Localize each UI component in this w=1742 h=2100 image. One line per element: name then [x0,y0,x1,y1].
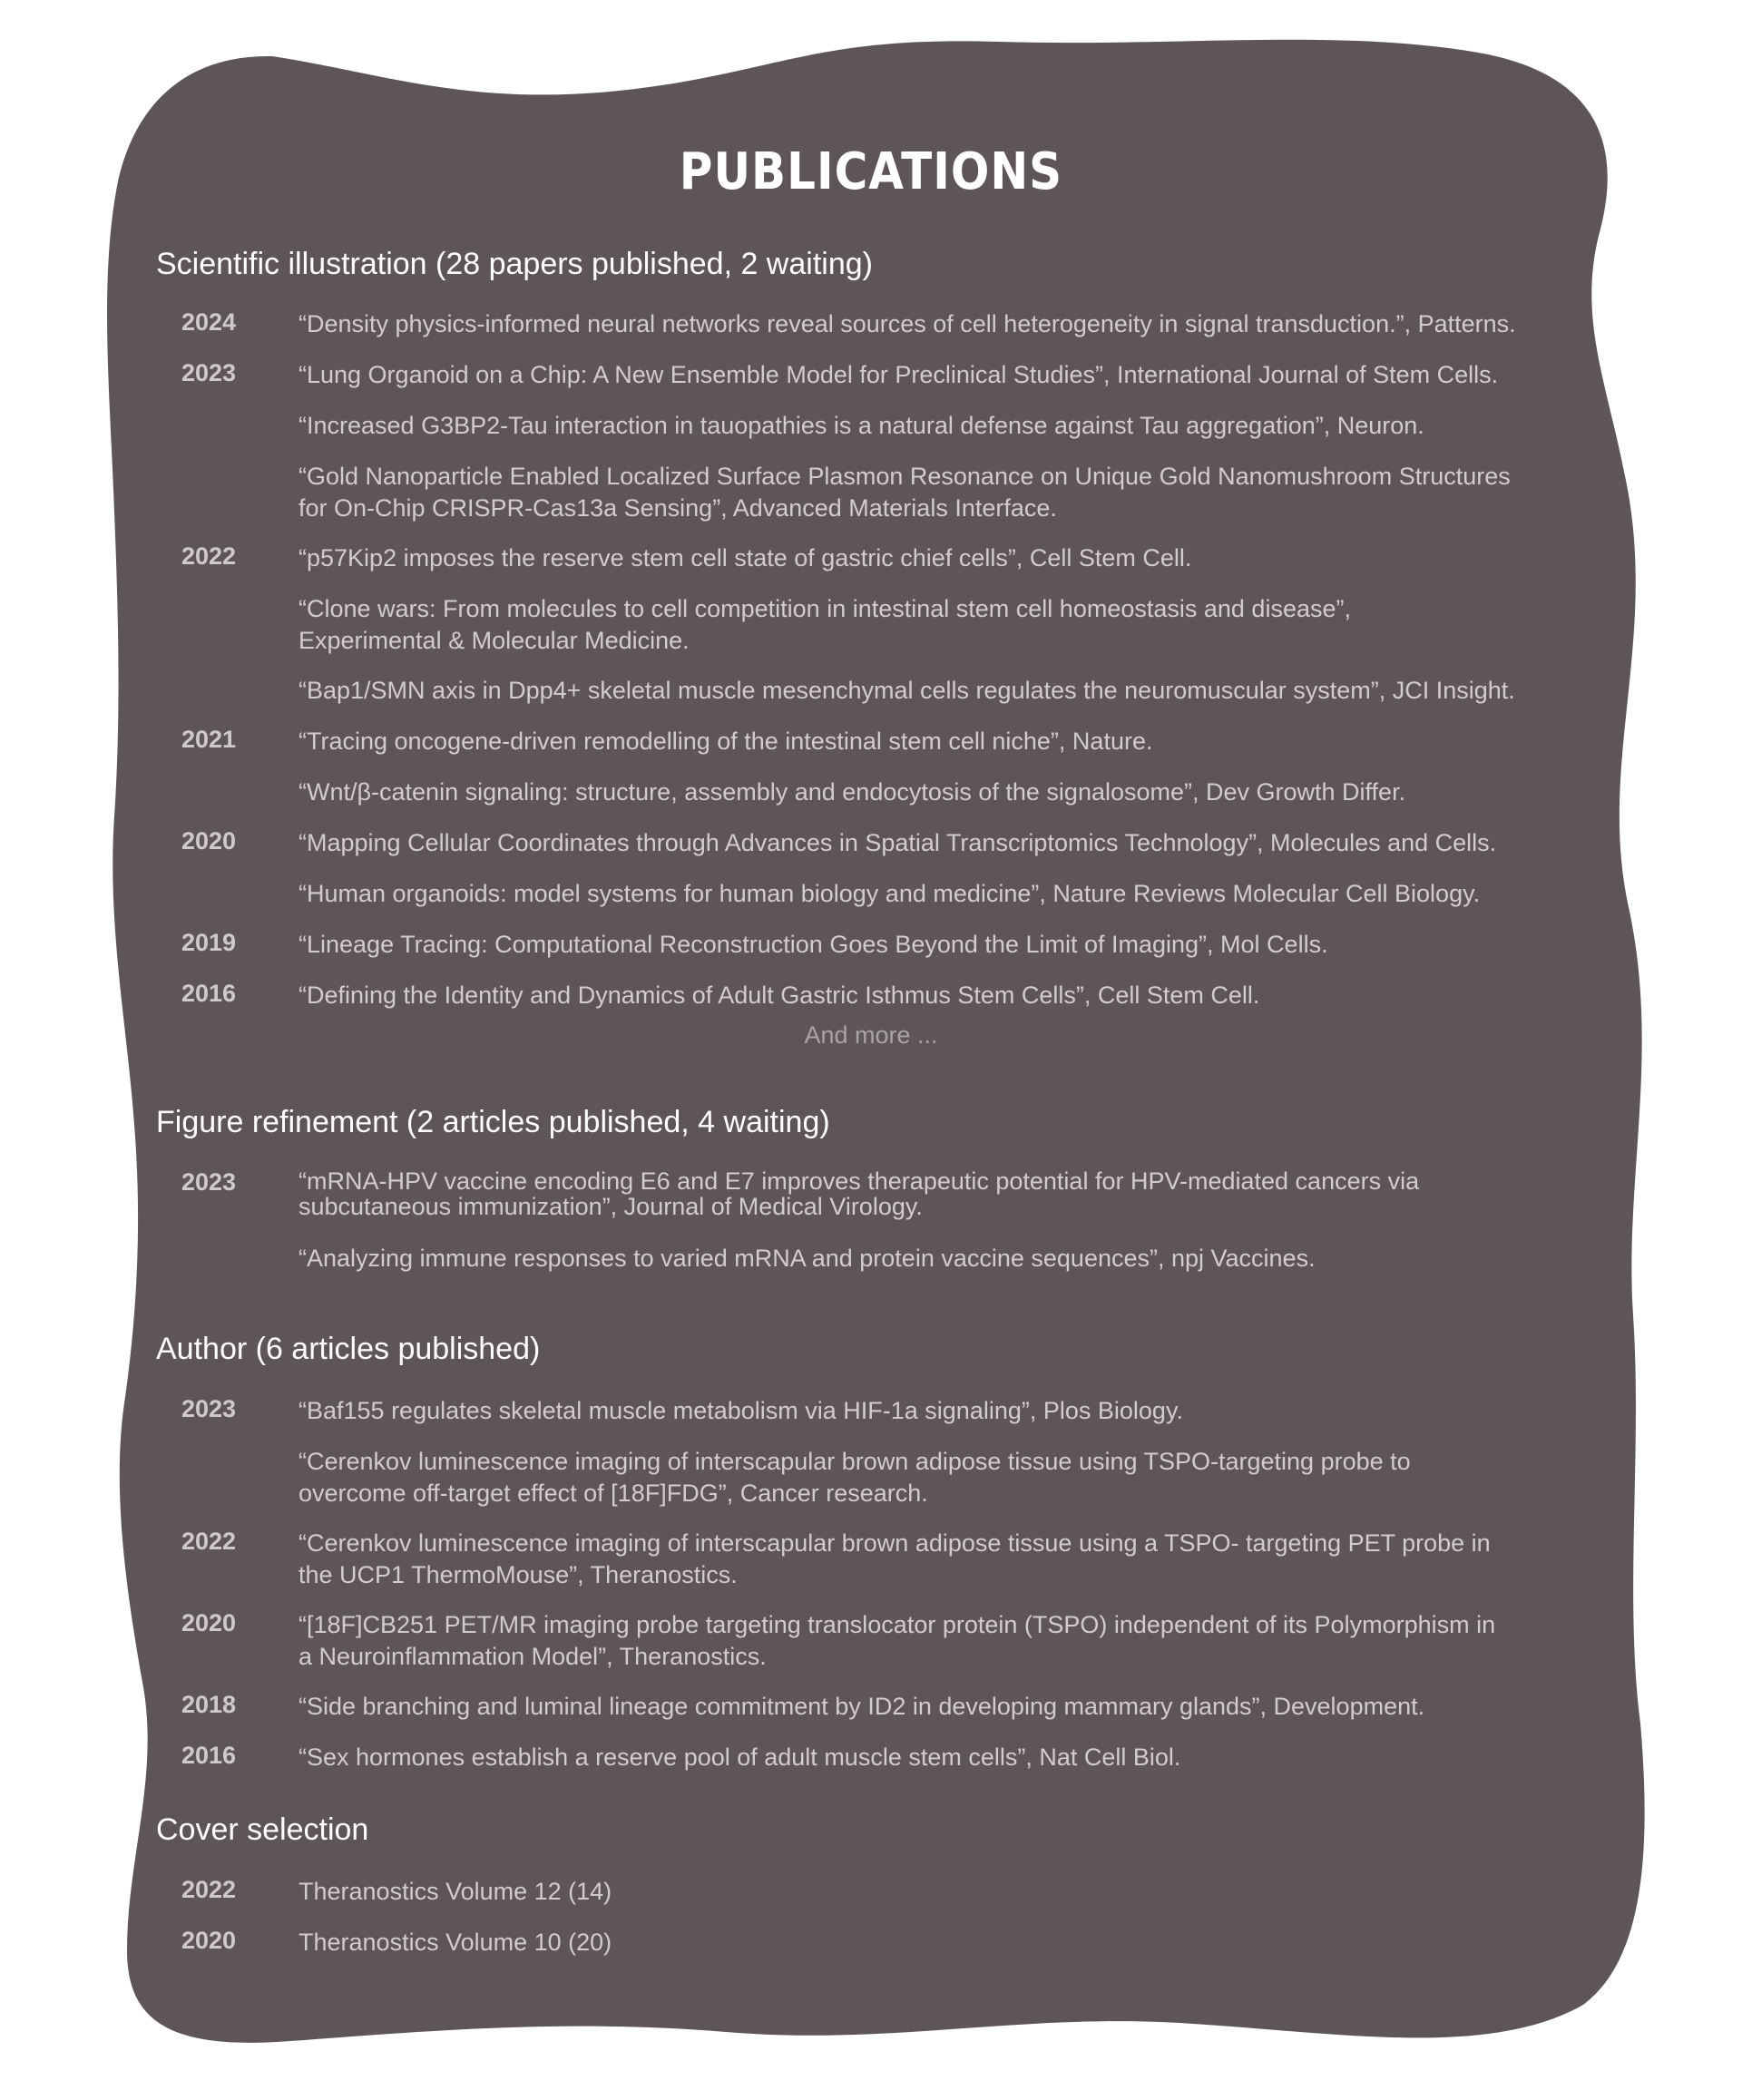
entry-year: 2016 [181,1742,237,1769]
entry-year: 2022 [181,542,237,570]
entry-year: 2020 [181,1927,237,1954]
entry-text: “Baf155 regulates skeletal muscle metabolism via HIF-1a signaling”, Plos Biology. [298,1397,1183,1424]
page-title: PUBLICATIONS [679,142,1063,201]
section-heading-covers: Cover selection [156,1812,369,1847]
entry-year: 2018 [181,1691,237,1718]
entry-text: “Cerenkov luminescence imaging of interscapular brown adipose tissue using TSPO-targeting probe to overcome off-target effect of [18F]FDG”, Cancer research. [298,1448,1411,1507]
entry-text: “Wnt/β-catenin signaling: structure, assembly and endocytosis of the signalosome”, Dev Growth Differ. [298,778,1406,806]
entry-text: “mRNA-HPV vaccine encoding E6 and E7 improves therapeutic potential for HPV-mediated cancers via subcutaneous immunization”, Journal of Medical Virology. [298,1167,1420,1220]
entry-year: 2021 [181,726,237,753]
entry-text: “Side branching and luminal lineage commitment by ID2 in developing mammary glands”, Development. [298,1693,1425,1720]
entry-text: “Gold Nanoparticle Enabled Localized Surface Plasmon Resonance on Unique Gold Nanomushroom Structures for On-Chip CRISPR-Cas13a Sensing”, Advanced Materials Interface. [298,463,1511,522]
entry-year: 2023 [181,359,237,386]
entry-year: 2023 [181,1168,237,1196]
entry-text: “Cerenkov luminescence imaging of interscapular brown adipose tissue using a TSPO- targeting PET probe in the UCP1 ThermoMouse”, Theranostics. [298,1529,1491,1588]
entry-text: “p57Kip2 imposes the reserve stem cell state of gastric chief cells”, Cell Stem Cell. [298,544,1192,571]
entry-text: “Lung Organoid on a Chip: A New Ensemble Model for Preclinical Studies”, International Journal of Stem Cells. [298,361,1499,388]
entry-year: 2024 [181,308,237,336]
section-heading-author: Author (6 articles published) [156,1332,541,1366]
entry-year: 2016 [181,980,237,1007]
entry-text: “Lineage Tracing: Computational Reconstruction Goes Beyond the Limit of Imaging”, Mol Cells. [298,931,1328,958]
entry-text: “Bap1/SMN axis in Dpp4+ skeletal muscle mesenchymal cells regulates the neuromuscular system”, JCI Insight. [298,677,1515,704]
entry-year: 2019 [181,929,237,956]
entry-year: 2022 [181,1528,237,1555]
entry-text: Theranostics Volume 12 (14) [298,1878,612,1905]
entry-text: “Density physics-informed neural networks reveal sources of cell heterogeneity in signal transduction.”, Patterns. [298,310,1516,337]
section-heading-illustration: Scientific illustration (28 papers published, 2 waiting) [156,247,873,281]
entry-text: “Defining the Identity and Dynamics of Adult Gastric Isthmus Stem Cells”, Cell Stem Cell. [298,982,1260,1009]
entry-text: “Analyzing immune responses to varied mRNA and protein vaccine sequences”, npj Vaccines. [298,1245,1316,1272]
entry-text: “Human organoids: model systems for human biology and medicine”, Nature Reviews Molecular Cell Biology. [298,880,1481,907]
entry-text: “Tracing oncogene-driven remodelling of the intestinal stem cell niche”, Nature. [298,728,1153,755]
entry-text: “[18F]CB251 PET/MR imaging probe targeting translocator protein (TSPO) independent of its Polymorphism in a Neuroinflammation Model”, Theranostics. [298,1611,1496,1670]
entry-text: Theranostics Volume 10 (20) [298,1929,612,1956]
entry-year: 2023 [181,1395,237,1422]
and-more-label: And more ... [804,1021,938,1049]
entry-text: “Clone wars: From molecules to cell competition in intestinal stem cell homeostasis and disease”, Experimental & Molecular Medicine. [298,595,1351,654]
section-heading-refinement: Figure refinement (2 articles published, 4 waiting) [156,1105,830,1139]
entry-text: “Increased G3BP2-Tau interaction in tauopathies is a natural defense against Tau aggregation”, Neuron. [298,412,1424,439]
entry-year: 2020 [181,827,237,855]
entry-text: “Mapping Cellular Coordinates through Advances in Spatial Transcriptomics Technology”, Molecules and Cells. [298,829,1497,856]
entry-year: 2020 [181,1609,237,1636]
entry-year: 2022 [181,1876,237,1903]
entry-text: “Sex hormones establish a reserve pool of adult muscle stem cells”, Nat Cell Biol. [298,1743,1181,1771]
